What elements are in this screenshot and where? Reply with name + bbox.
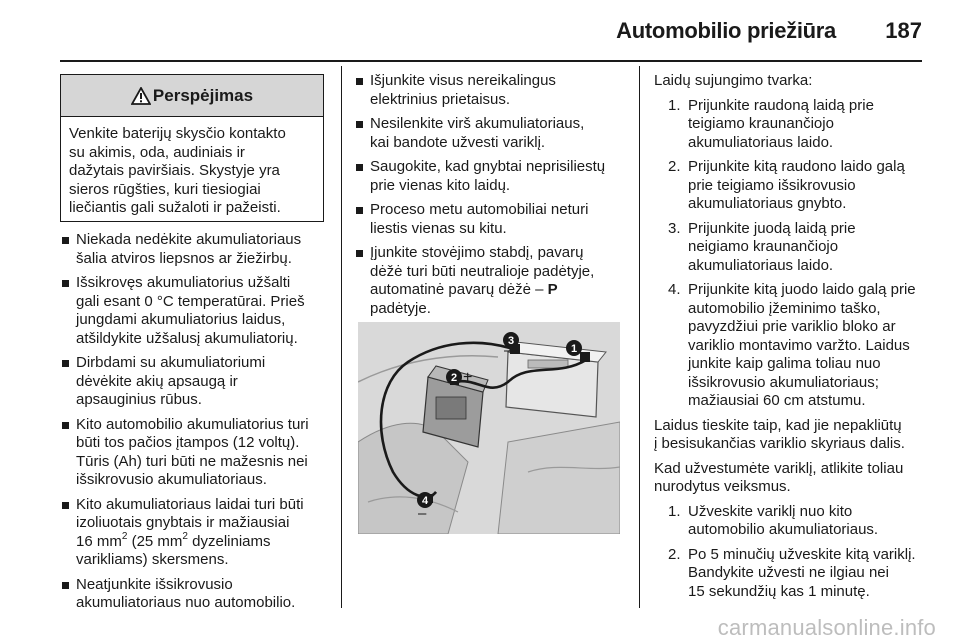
list-item: [60, 354, 326, 410]
text-line: Niekada nedėkite akumuliatoriaus: [76, 231, 302, 248]
text-fragment: automatinė pavarų dėžė: [370, 281, 536, 298]
text-line: Proceso metu automobiliai neturi: [370, 201, 589, 218]
step-number: 3.: [668, 219, 681, 237]
text-line: Tūris (Ah) turi būti ne mažesnis nei: [76, 452, 308, 470]
text-line: Bandykite užvesti ne ilgiau nei: [688, 564, 889, 581]
list-item: [354, 158, 630, 195]
text-line: atšildykite užšalusį akumuliatorių.: [76, 329, 298, 347]
middle-column: [354, 72, 630, 324]
callout-4-label: 4: [421, 495, 429, 507]
text-line: akumuliatoriaus laido.: [688, 256, 834, 274]
list-item: [354, 72, 630, 109]
text-line: junkite kaip galima toliau nuo: [688, 355, 881, 372]
text-line: dėžė turi būti neutralioje padėtyje,: [370, 262, 595, 280]
text-fragment: 16 mm: [76, 532, 122, 550]
text-line: [370, 281, 630, 300]
text-line: izoliuotais gnybtais ir mažiausiai: [76, 514, 290, 531]
list-item: [60, 274, 326, 348]
text-line: į besisukančias variklio skyriaus dalis.: [654, 435, 905, 452]
step-number: 1.: [668, 96, 681, 114]
gear-park-label: P: [547, 281, 558, 298]
text-line: Kito automobilio akumuliatorius turi: [76, 415, 309, 433]
text-line: akumuliatoriaus nuo automobilio.: [76, 594, 296, 611]
warning-line: su akimis, oda, audiniais ir: [69, 143, 245, 161]
dash: –: [535, 281, 544, 298]
text-line: jungdami akumuliatorius laidus,: [76, 311, 286, 328]
text-line: variklio montavimo varžto. Laidus: [688, 336, 910, 354]
header-rule: [60, 60, 922, 62]
page-title: Automobilio priežiūra: [616, 18, 836, 43]
text-line: kai bandote užvesti variklį.: [370, 133, 546, 151]
text-line: Kad užvestumėte variklį, atlikite toliau: [654, 459, 904, 477]
step-number: 1.: [668, 502, 681, 520]
text-line: Dirbdami su akumuliatoriumi: [76, 354, 266, 371]
start-steps: [654, 503, 922, 602]
list-item: [354, 244, 630, 318]
list-item: [654, 503, 922, 540]
text-line: Prijunkite raudoną laidą prie: [688, 96, 874, 114]
text-line: automobilio akumuliatoriaus.: [688, 521, 879, 538]
connection-steps: [654, 97, 922, 411]
list-item: [654, 220, 922, 276]
text-line: Laidus tieskite taip, kad jie nepakliūtų: [654, 416, 902, 434]
text-line: Prijunkite juodą laidą prie: [688, 219, 856, 237]
text-line: elektrinius prietaisus.: [370, 90, 511, 108]
text-fragment: dyzeliniams: [187, 532, 271, 550]
watermark: carmanualsonline.info: [717, 615, 936, 640]
text-line: varikliams) skersmens.: [76, 551, 229, 568]
jump-start-illustration: [358, 322, 620, 534]
callout-3-label: 3: [507, 335, 515, 347]
warning-line: sieros rūgšties, kuri tiesiogiai: [69, 180, 261, 198]
text-line: Išjunkite visus nereikalingus: [370, 72, 556, 89]
order-heading: Laidų sujungimo tvarka:: [654, 72, 813, 89]
warning-line: Venkite baterijų skysčio kontakto: [69, 125, 286, 142]
list-item: [60, 231, 326, 268]
text-line: šalia atviros liepsnos ar žiežirbų.: [76, 249, 292, 267]
text-fragment: (25 mm: [127, 532, 183, 550]
text-line: dėvėkite akių apsaugą ir: [76, 372, 238, 390]
text-line: prie teigiamo išsikrovusio: [688, 176, 856, 194]
text-line: išsikrovusio akumuliatoriaus;: [688, 373, 879, 391]
engine-bay-drawing: [358, 322, 620, 534]
text-line: padėtyje.: [370, 299, 431, 317]
start-paragraph: [654, 460, 922, 497]
step-number: 4.: [668, 281, 681, 298]
text-line: pavyzdžiui prie variklio bloko ar: [688, 318, 896, 335]
list-item: [60, 496, 326, 570]
list-item: [354, 115, 630, 152]
text-line: automobilio įžeminimo taško,: [688, 299, 881, 317]
text-line: nurodytus veiksmus.: [654, 478, 791, 495]
text-line: Po 5 minučių užveskite kitą variklį.: [688, 545, 916, 563]
column-divider-left: [341, 66, 342, 608]
middle-bullet-list: [354, 72, 630, 318]
callout-2-label: 2: [450, 372, 458, 384]
text-line: akumuliatoriaus laido.: [688, 133, 834, 151]
text-line: apsauginius rūbus.: [76, 391, 202, 408]
warning-line: liečiantis gali sužaloti ir pažeisti.: [69, 199, 281, 216]
text-line: Neatjunkite išsikrovusio: [76, 575, 233, 593]
list-item: [654, 546, 922, 602]
list-item: [60, 576, 326, 613]
text-line: Išsikrovęs akumuliatorius užšalti: [76, 274, 291, 291]
text-line: [76, 530, 326, 552]
text-line: Prijunkite kitą raudono laido galą: [688, 158, 905, 175]
text-line: gali esant 0 °C temperatūrai. Prieš: [76, 292, 305, 310]
text-line: Prijunkite kitą juodo laido galą prie: [688, 281, 916, 298]
plus-sign: +: [580, 349, 590, 366]
page-number: 187: [885, 18, 922, 43]
text-line: Kito akumuliatoriaus laidai turi būti: [76, 495, 304, 513]
left-bullet-list: [60, 231, 326, 613]
right-column: [654, 72, 922, 607]
step-number: 2.: [668, 545, 681, 563]
text-line: išsikrovusio akumuliatoriaus.: [76, 471, 267, 488]
minus-sign: –: [418, 505, 427, 522]
warning-body: [61, 117, 323, 218]
list-item: [654, 281, 922, 411]
text-line: Užveskite variklį nuo kito: [688, 502, 853, 520]
callout-1-label: 1: [570, 343, 578, 355]
column-divider-right: [639, 66, 640, 608]
text-line: būti tos pačios įtampos (12 voltų).: [76, 434, 300, 451]
warning-triangle-icon: [131, 87, 151, 105]
minus-sign: –: [504, 342, 513, 359]
text-line: neigiamo kraunančiojo: [688, 238, 839, 255]
superscript: 2: [121, 530, 128, 542]
step-number: 2.: [668, 158, 681, 175]
text-line: Saugokite, kad gnybtai neprisiliestų: [370, 158, 606, 175]
superscript: 2: [182, 530, 188, 542]
left-column: [60, 231, 326, 619]
list-item: [654, 97, 922, 153]
text-line: teigiamo kraunančiojo: [688, 115, 834, 132]
page-header: [60, 12, 922, 48]
plus-sign: +: [463, 369, 473, 386]
text-line: akumuliatoriaus gnybto.: [688, 195, 847, 212]
text-line: Įjunkite stovėjimo stabdį, pavarų: [370, 244, 584, 261]
text-line: liestis vienas su kitu.: [370, 219, 507, 237]
text-line: prie vienas kito laidų.: [370, 176, 511, 194]
routing-paragraph: [654, 417, 922, 454]
text-line: mažiausiai 60 cm atstumu.: [688, 392, 866, 409]
text-line: Nesilenkite virš akumuliatoriaus,: [370, 115, 585, 132]
warning-title: Perspėjimas: [152, 85, 254, 105]
list-item: [654, 158, 922, 214]
warning-box: [60, 74, 324, 222]
warning-line: dažytais paviršiais. Skystyje yra: [69, 162, 280, 179]
list-item: [354, 201, 630, 238]
list-item: [60, 416, 326, 490]
warning-header: [61, 75, 323, 117]
text-line: 15 sekundžių kas 1 minutę.: [688, 582, 870, 600]
